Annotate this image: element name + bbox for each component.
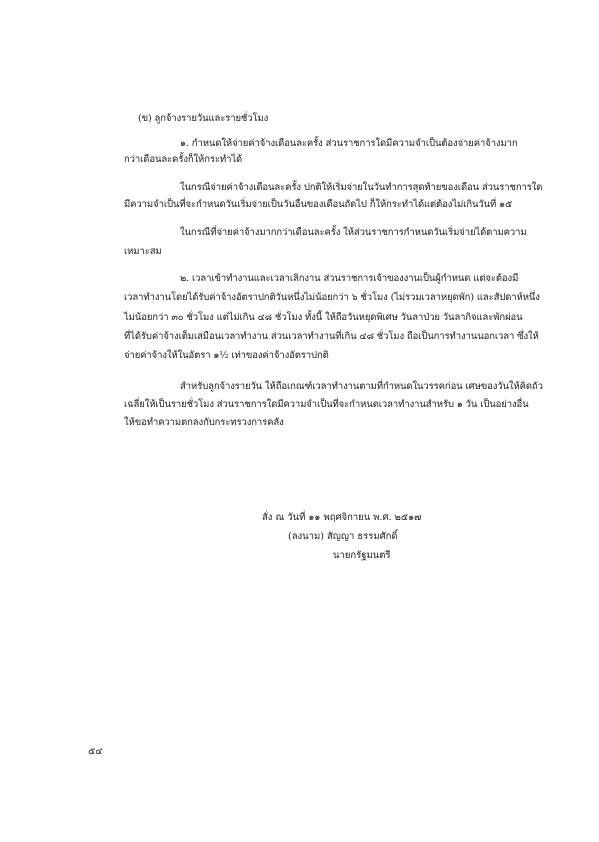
paragraph-4-line-5: จ่ายค่าจ้างให้ในอัตรา ๑½ เท่าของค่าจ้างอัตราปกติ [124,350,329,361]
paragraph-5-line-2: เฉลี่ยให้เป็นรายชั่วโมง ส่วนราชการใดมีความจำเป็นที่จะกำหนดเวลาทำงานสำหรับ ๑ วัน เป็นอย่างอื่น [124,399,529,410]
paragraph-2-line-2: มีความจำเป็นที่จะกำหนดวันเริ่มจ่ายเป็นวันอื่นของเดือนถัดไป ก็ให้กระทำได้แต่ต้องไม่เกินวันที่ ๑๕ [124,199,513,210]
signature-date: สั่ง ณ วันที่ ๑๑ พฤศจิกายน พ.ศ. ๒๕๑๗ [262,512,422,523]
signature-name: (ลงนาม) สัญญา ธรรมศักดิ์ [288,531,398,542]
section-heading: (ข) ลูกจ้างรายวันและรายชั่วโมง [138,113,269,124]
paragraph-4-line-3: ไม่น้อยกว่า ๓๐ ชั่วโมง แต่ไม่เกิน ๔๘ ชั่วโมง ทั้งนี้ ให้ถือวันหยุดพิเศษ วันลาป่วย วันลากิจและพักผ่อน [124,312,523,323]
page-number: ๕๔ [88,746,103,757]
paragraph-1-line-1: ๑. กำหนดให้จ่ายค่าจ้างเดือนละครั้ง ส่วนราชการใดมีความจำเป็นต้องจ่ายค่าจ้างมาก [180,138,518,149]
paragraph-3-line-2: เหมาะสม [124,246,162,257]
paragraph-1-line-2: กว่าเดือนละครั้งก็ให้กระทำได้ [124,154,243,165]
paragraph-4-line-4: ที่ได้รับค่าจ้างเต็มเสมือนเวลาทำงาน ส่วนเวลาทำงานที่เกิน ๔๘ ชั่วโมง ถือเป็นการทำงานนอกเวลา ซึ่งให้ [124,331,539,342]
paragraph-4-line-1: ๒. เวลาเข้าทำงานและเวลาเลิกงาน ส่วนราชการเจ้าของงานเป็นผู้กำหนด แต่จะต้องมี [180,273,519,284]
paragraph-3-line-1: ในกรณีที่จ่ายค่าจ้างมากกว่าเดือนละครั้ง ให้ส่วนราชการกำหนดวันเริ่มจ่ายได้ตามความ [180,227,527,238]
signature-title: นายกรัฐมนตรี [333,550,391,561]
paragraph-5-line-3: ให้ขอทำความตกลงกับกระทรวงการคลัง [124,417,284,428]
paragraph-4-line-2: เวลาทำงานโดยได้รับค่าจ้างอัตราปกติวันหนึ่งไม่น้อยกว่า ๖ ชั่วโมง (ไม่รวมเวลาหยุดพัก) และสัปดาห์หนึ่ง [124,292,540,303]
paragraph-5-line-1: สำหรับลูกจ้างรายวัน ให้ถือเกณฑ์เวลาทำงานตามที่กำหนดในวรรคก่อน เศษของวันให้คิดถัว [180,381,543,392]
paragraph-2-line-1: ในกรณีจ่ายค่าจ้างเดือนละครั้ง ปกติให้เริ่มจ่ายในวันทำการสุดท้ายของเดือน ส่วนราชการใด [180,182,543,193]
